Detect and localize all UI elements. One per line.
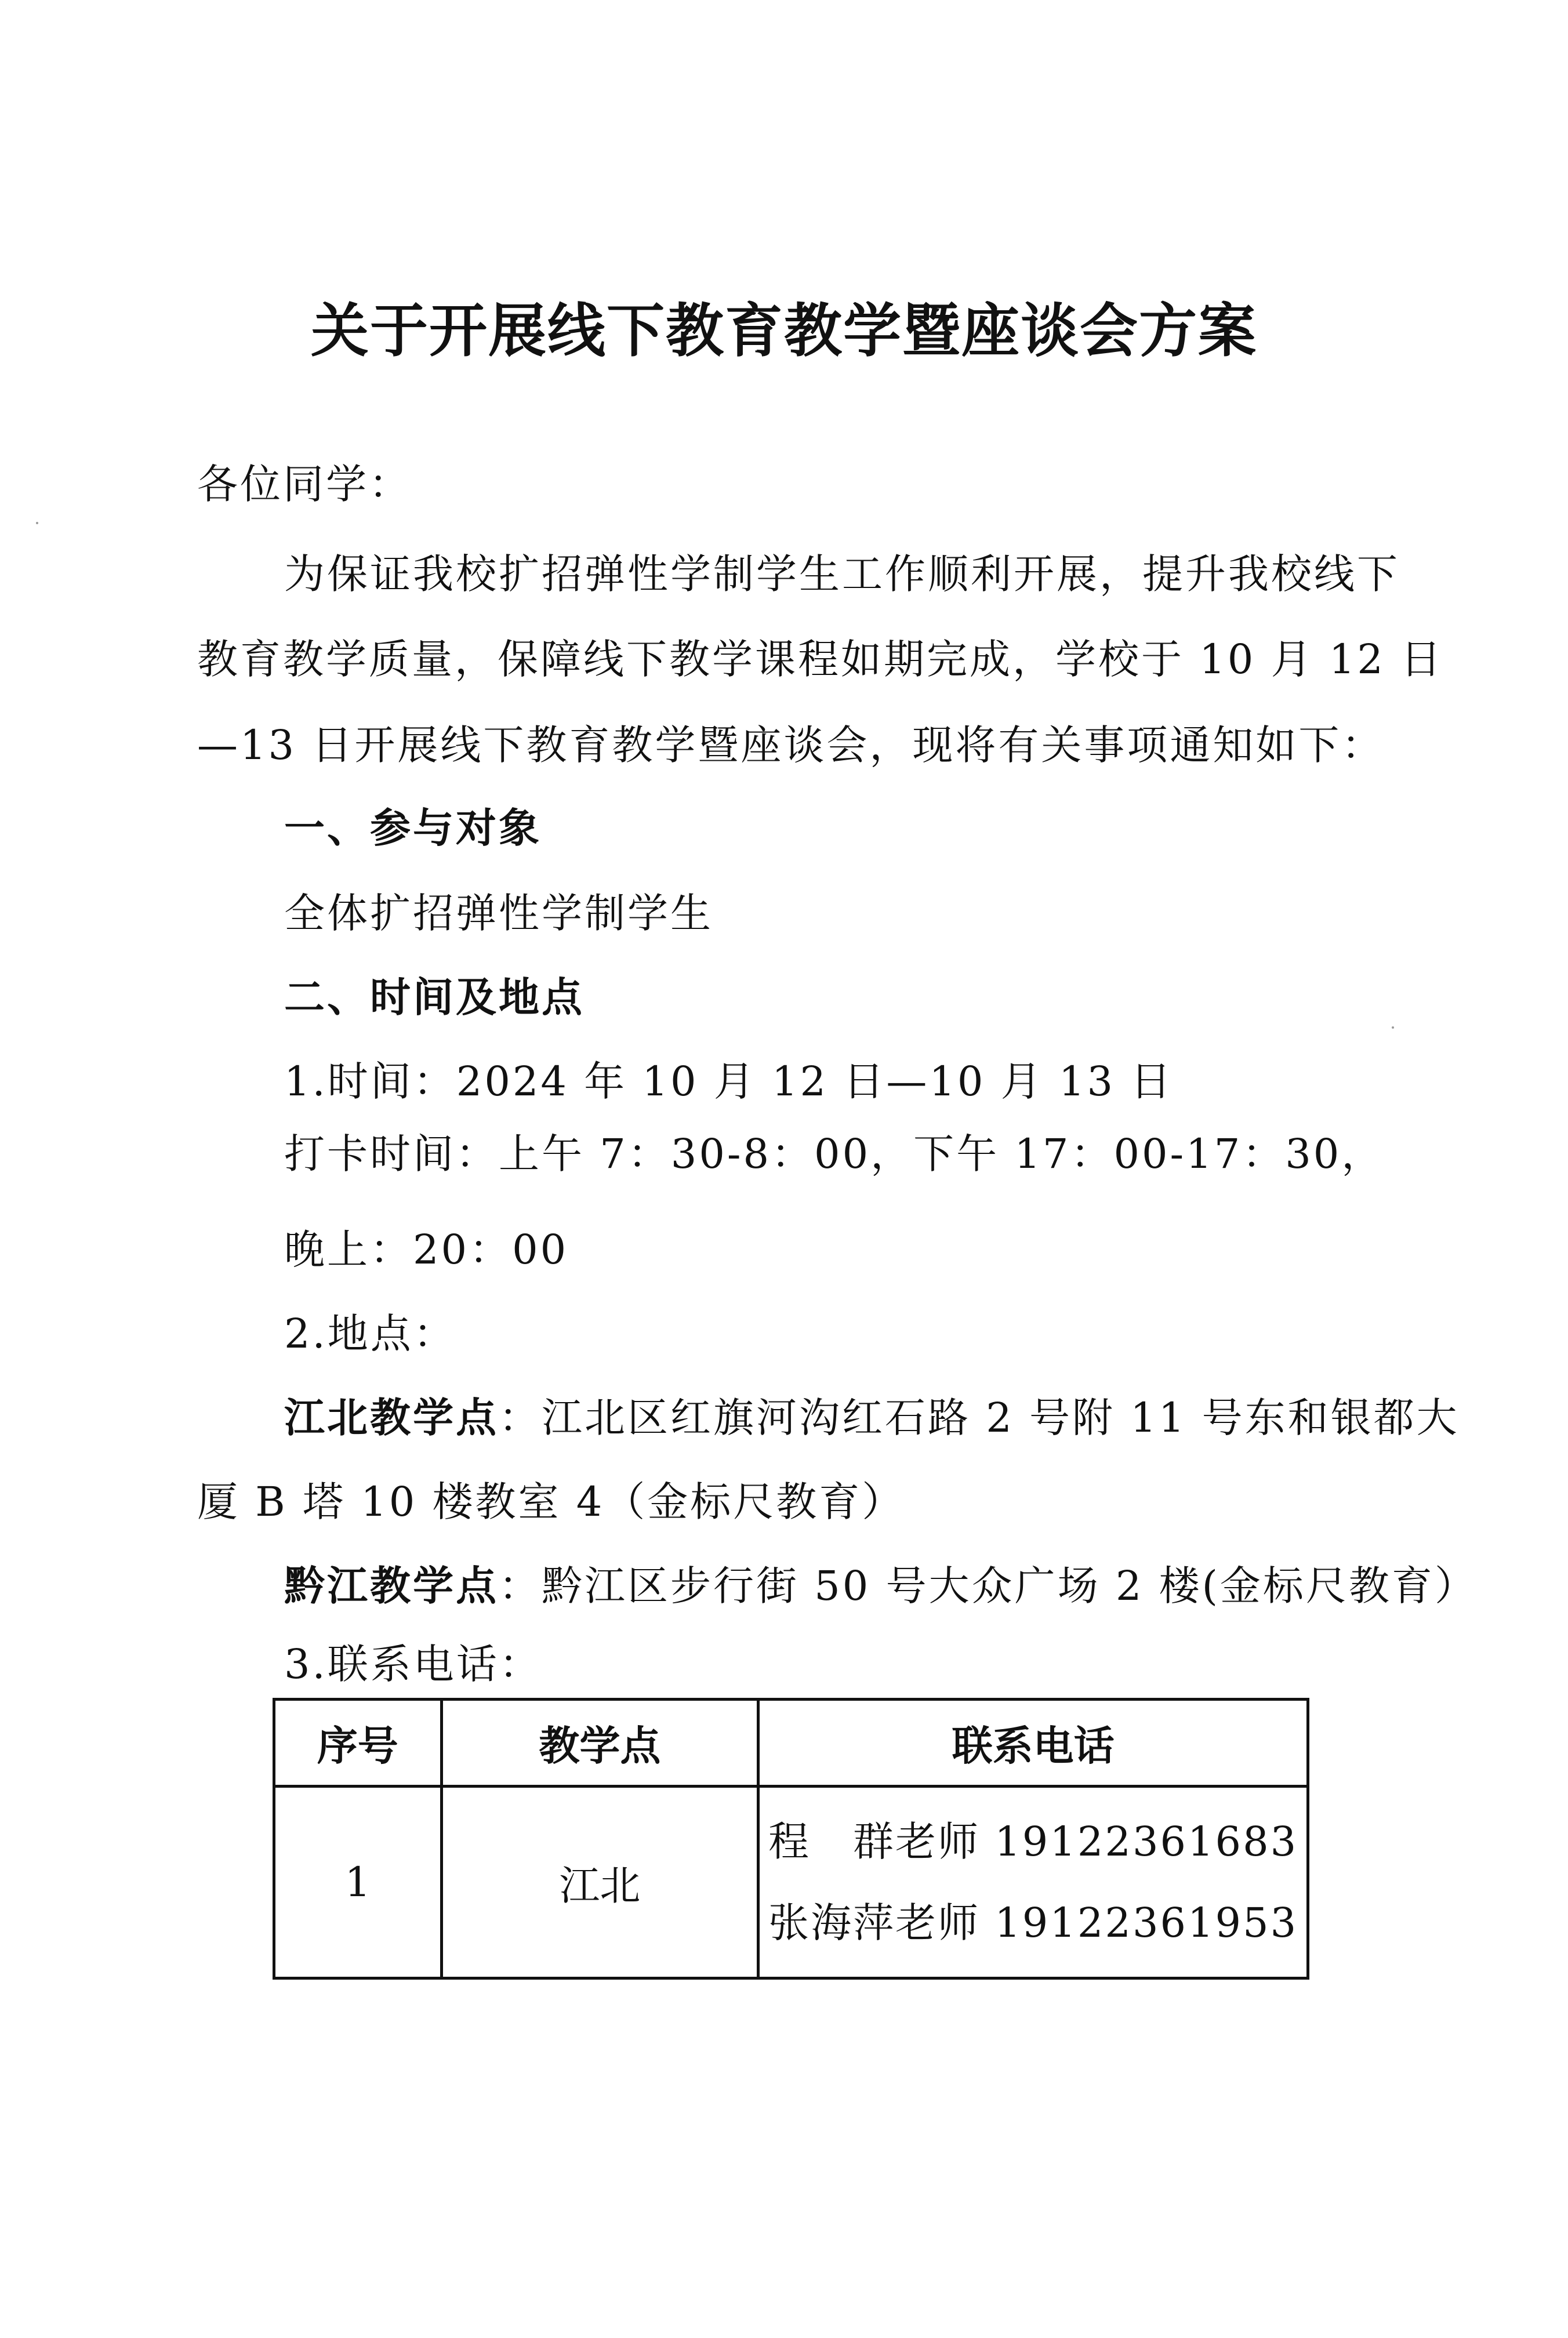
header-site: 教学点 — [441, 1700, 758, 1787]
document-title: 关于开展线下教育教学暨座谈会方案 — [311, 296, 1257, 365]
greeting: 各位同学： — [197, 460, 412, 508]
checkin-line-1: 打卡时间：上午 7：30-8：00，下午 17：00-17：30， — [284, 1130, 1385, 1178]
row-index: 1 — [274, 1787, 442, 1978]
checkin-line-2: 晚上：20：00 — [284, 1226, 569, 1273]
scan-speck — [1392, 1026, 1394, 1029]
qianjiang-label: 黔江教学点 — [284, 1562, 499, 1610]
table-header-row — [274, 1700, 1308, 1787]
qianjiang-text: ：黔江区步行街 50 号大众广场 2 楼(金标尺教育） — [499, 1562, 1478, 1610]
jiangbei-text-1: ：江北区红旗河沟红石路 2 号附 11 号东和银都大 — [499, 1394, 1460, 1442]
jiangbei-label: 江北教学点 — [284, 1393, 499, 1442]
contacts-table — [273, 1698, 1309, 1980]
contact-line-1: 程 群老师 19122361683 — [768, 1818, 1298, 1865]
header-index: 序号 — [274, 1700, 442, 1787]
intro-line-3: —13 日开展线下教育教学暨座谈会，现将有关事项通知如下： — [197, 721, 1385, 769]
qianjiang-address-line — [284, 1560, 1478, 1612]
intro-line-2: 教育教学质量，保障线下教学课程如期完成，学校于 10 月 12 日 — [197, 636, 1444, 683]
phone-heading: 3.联系电话： — [284, 1640, 542, 1688]
section-1-heading: 一、参与对象 — [284, 804, 542, 852]
time-line: 1.时间：2024 年 10 月 12 日—10 月 13 日 — [284, 1058, 1174, 1105]
section-2-heading: 二、时间及地点 — [284, 973, 585, 1021]
jiangbei-address-line-2: 厦 B 塔 10 楼教室 4（金标尺教育） — [197, 1478, 905, 1526]
section-1-body: 全体扩招弹性学制学生 — [284, 890, 713, 937]
header-phone: 联系电话 — [758, 1700, 1308, 1787]
jiangbei-address-line-1 — [284, 1392, 1460, 1444]
table-row — [274, 1787, 1308, 1978]
intro-line-1: 为保证我校扩招弹性学制学生工作顺利开展，提升我校线下 — [284, 550, 1400, 598]
row-site: 江北 — [441, 1787, 758, 1978]
place-heading: 2.地点： — [284, 1310, 456, 1357]
scan-speck — [36, 522, 38, 524]
row-contacts — [758, 1787, 1308, 1978]
contact-line-2: 张海萍老师 19122361953 — [768, 1899, 1298, 1947]
